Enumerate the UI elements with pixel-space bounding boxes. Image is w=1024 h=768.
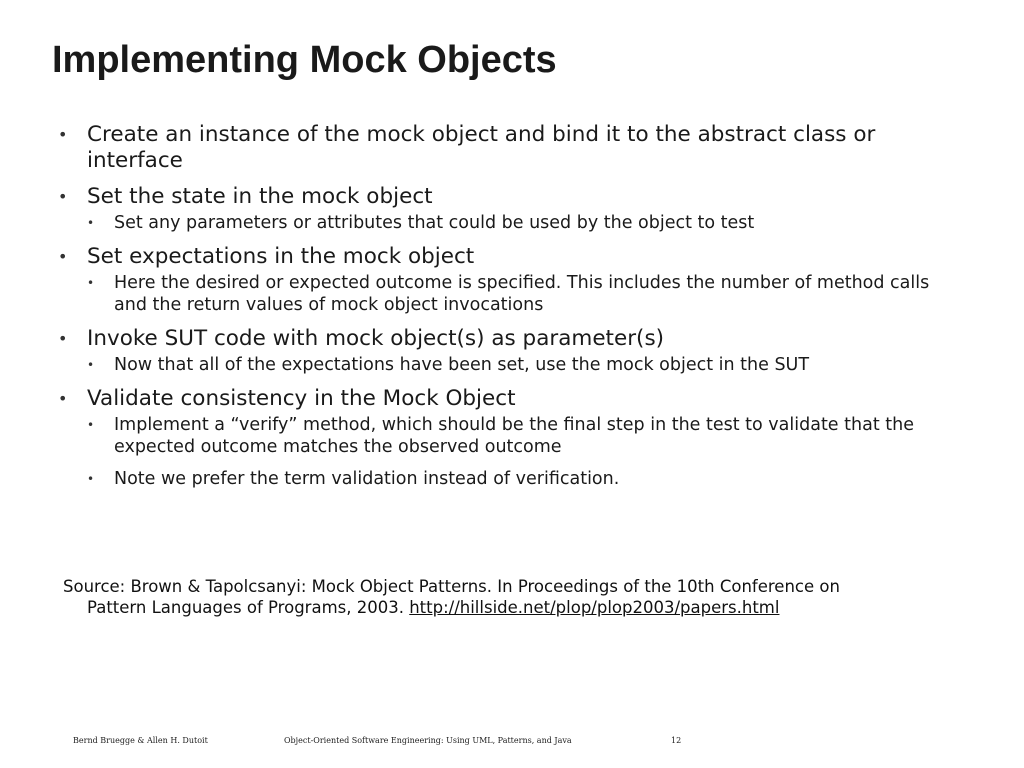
sub-bullet-list <box>87 414 958 490</box>
bullet-text: Invoke SUT code with mock object(s) as parameter(s) <box>87 326 665 351</box>
bullet-item <box>58 122 958 174</box>
source-citation <box>63 576 963 618</box>
sub-bullet-dot-icon: • <box>87 216 95 230</box>
sub-bullet-dot-icon: • <box>87 358 95 372</box>
slide-title: Implementing Mock Objects <box>52 39 557 81</box>
bullet-dot-icon: • <box>58 187 68 206</box>
bullet-list <box>58 122 958 500</box>
bullet-text: Set the state in the mock object <box>87 184 433 209</box>
sub-bullet-text: Set any parameters or attributes that could be used by the object to test <box>114 213 755 233</box>
sub-bullet-item <box>87 354 958 376</box>
footer-page-number: 12 <box>671 736 682 745</box>
sub-bullet-text: Now that all of the expectations have been set, use the mock object in the SUT <box>114 355 810 375</box>
sub-bullet-dot-icon: • <box>87 276 95 290</box>
bullet-item <box>58 386 958 490</box>
source-link[interactable]: http://hillside.net/plop/plop2003/papers.html <box>409 598 780 617</box>
bullet-dot-icon: • <box>58 125 68 144</box>
bullet-item <box>58 184 958 234</box>
sub-bullet-list <box>87 212 958 234</box>
bullet-dot-icon: • <box>58 329 68 348</box>
bullet-dot-icon: • <box>58 389 68 408</box>
sub-bullet-dot-icon: • <box>87 472 95 486</box>
bullet-item <box>58 244 958 316</box>
sub-bullet-item <box>87 272 958 316</box>
sub-bullet-list <box>87 272 958 316</box>
sub-bullet-text: Implement a “verify” method, which should be the final step in the test to validate that the expected outcome matches the observed outcome <box>114 415 914 457</box>
source-line-1: Source: Brown & Tapolcsanyi: Mock Object Patterns. In Proceedings of the 10th Conference on <box>63 577 840 596</box>
source-line-2 <box>63 597 963 618</box>
bullet-text: Set expectations in the mock object <box>87 244 475 269</box>
bullet-text: Validate consistency in the Mock Object <box>87 386 516 411</box>
sub-bullet-dot-icon: • <box>87 418 95 432</box>
sub-bullet-text: Note we prefer the term validation instead of verification. <box>114 469 620 489</box>
sub-bullet-item <box>87 468 958 490</box>
sub-bullet-item <box>87 414 958 458</box>
sub-bullet-item <box>87 212 958 234</box>
footer-book-title: Object-Oriented Software Engineering: Using UML, Patterns, and Java <box>284 736 572 745</box>
bullet-item <box>58 326 958 376</box>
sub-bullet-list <box>87 354 958 376</box>
source-line-2-text: Pattern Languages of Programs, 2003. <box>87 598 410 617</box>
bullet-text: Create an instance of the mock object and bind it to the abstract class or interface <box>87 122 876 173</box>
sub-bullet-text: Here the desired or expected outcome is specified. This includes the number of method calls and the return values of mock object invocations <box>114 273 930 315</box>
footer-authors: Bernd Bruegge & Allen H. Dutoit <box>73 736 208 745</box>
bullet-dot-icon: • <box>58 247 68 266</box>
